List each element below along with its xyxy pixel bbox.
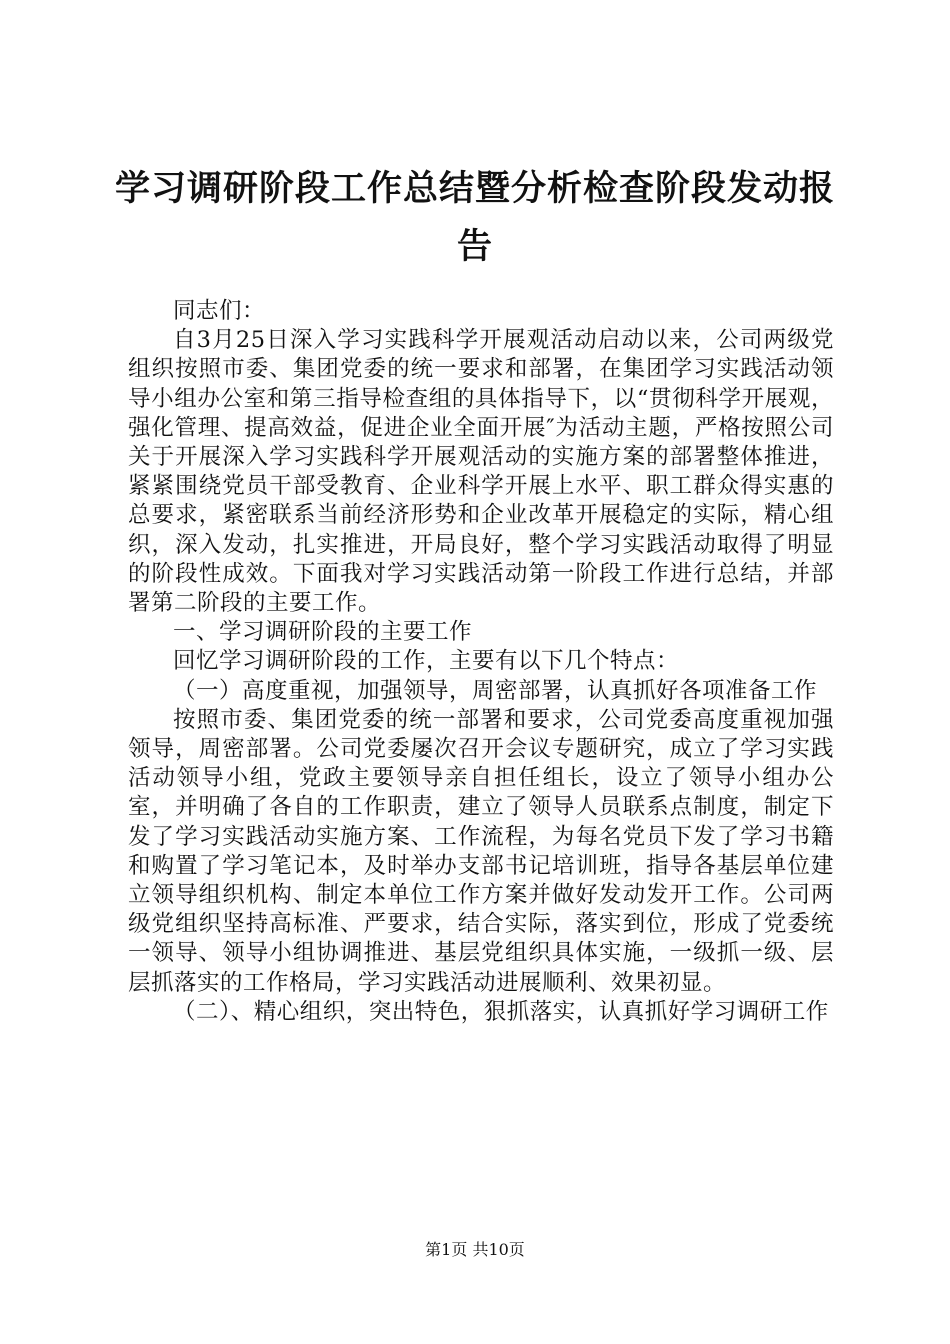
document-title: 学习调研阶段工作总结暨分析检查阶段发动报告 <box>114 169 835 267</box>
section-heading-1: 一、学习调研阶段的主要工作 <box>173 619 473 646</box>
subsection-heading-2: （二）、精心组织，突出特色，狠抓落实，认真抓好学习调研工作 <box>173 998 829 1025</box>
subsection-heading-1: （一）高度重视，加强领导，周密部署，认真抓好各项准备工作 <box>173 677 818 704</box>
salutation: 同志们： <box>173 298 266 324</box>
document-body <box>128 297 834 1027</box>
page-number: 第1页 共10页 <box>425 1240 525 1259</box>
paragraph-intro: 自3月25日深入学习实践科学开展观活动启动以来，公司两级党组织按照市委、集团党委的统一要求和部署，在集团学习实践活动领导小组办公室和第三指导检查组的具体指导下，以“贯彻科学开展观，强化管理、提高效益，促进企业全面开展″为活动主题，严格按照公司关于开展深入学习实践科学开展观活动的实施方案的部署整体推进，紧紧围绕党员干部受教育、企业科学开展上水平、职工群众得实惠的总要求，紧密联系当前经济形势和企业改革开展稳定的实际，精心组织，深入发动，扎实推进，开局良好，整个学习实践活动取得了明显的阶段性成效。下面我对学习实践活动第一阶段工作进行总结，并部署第二阶段的主要工作。 <box>128 327 834 617</box>
paragraph-preparation: 按照市委、集团党委的统一部署和要求，公司党委高度重视加强领导，周密部署。公司党委屡次召开会议专题研究，成立了学习实践活动领导小组，党政主要领导亲自担任组长，设立了领导小组办公室，并明确了各自的工作职责，建立了领导人员联系点制度，制定下发了学习实践活动实施方案、工作流程，为每名党员下发了学习书籍和购置了学习笔记本，及时举办支部书记培训班，指导各基层单位建立领导组织机构、制定本单位工作方案并做好发动发开工作。公司两级党组织坚持高标准、严要求，结合实际，落实到位，形成了党委统一领导、领导小组协调推进、基层党组织具体实施，一级抓一级、层层抓落实的工作格局，学习实践活动进展顺利、效果初显。 <box>128 706 834 996</box>
paragraph-review: 回忆学习调研阶段的工作，主要有以下几个特点： <box>173 648 680 675</box>
